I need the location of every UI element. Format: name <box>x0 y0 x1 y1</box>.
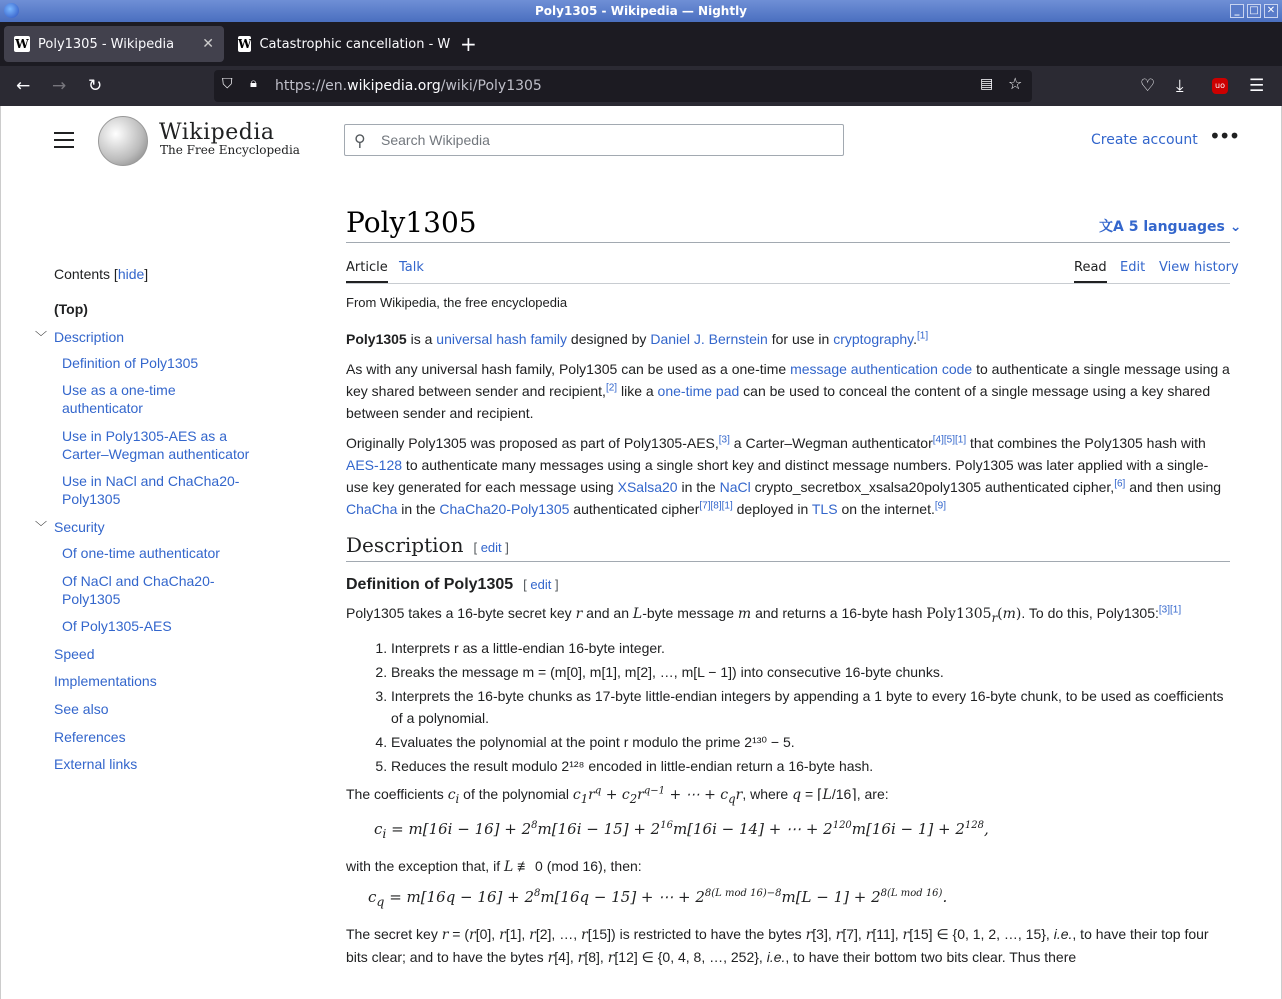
toc-item[interactable]: See also <box>54 701 109 717</box>
window-title: Poly1305 - Wikipedia — Nightly <box>535 4 747 18</box>
wikipedia-tagline: The Free Encyclopedia <box>160 143 300 157</box>
link[interactable]: ChaCha <box>346 501 398 517</box>
tab-strip <box>0 22 1282 66</box>
languages-button[interactable]: 文A 5 languages ⌄ <box>1099 219 1242 235</box>
link[interactable]: ChaCha20-Poly1305 <box>439 501 570 517</box>
tab-read[interactable]: Read <box>1074 260 1107 283</box>
algorithm-steps <box>391 637 1230 777</box>
citation[interactable]: [1] <box>917 330 929 342</box>
page-title: Poly1305 <box>346 206 477 239</box>
tab-poly1305[interactable] <box>4 26 224 62</box>
section-heading-definition: Definition of Poly1305 [ edit ] <box>346 576 559 593</box>
link[interactable]: AES-128 <box>346 457 403 473</box>
chevron-down-icon[interactable]: ﹀ <box>35 330 48 344</box>
toc-item[interactable]: (Top) <box>54 301 88 317</box>
toc-item[interactable]: Security <box>54 519 105 535</box>
tab-edit[interactable]: Edit <box>1120 260 1146 275</box>
pocket-icon[interactable]: ♡ <box>1140 76 1156 96</box>
from-wikipedia: From Wikipedia, the free encyclopedia <box>346 295 568 310</box>
article-body <box>346 292 1230 977</box>
tab-view-history[interactable]: View history <box>1159 260 1239 275</box>
link[interactable]: NaCl <box>719 479 751 495</box>
list-item: 3. Interprets the 16-byte chunks as 17-byte little-endian integers by appending a 1 byte to every 16-byte chunk, to be used as coefficients of a polynomial. <box>391 685 1230 729</box>
reload-icon[interactable]: ↻ <box>88 76 103 96</box>
toc-item[interactable]: Definition of Poly1305 <box>62 355 199 371</box>
edit-section-link[interactable]: edit <box>530 577 552 592</box>
bookmark-star-icon[interactable]: ☆ <box>1008 74 1023 93</box>
chevron-down-icon[interactable]: ﹀ <box>35 520 48 534</box>
link[interactable]: XSalsa20 <box>617 479 678 495</box>
tab-catastrophic[interactable] <box>228 26 450 62</box>
citation[interactable]: [4][5][1] <box>932 434 967 446</box>
paragraph: Originally Poly1305 was proposed as part of Poly1305-AES,[3] a Carter–Wegman authenticator[4][5][1] that combines the Poly1305 hash with AES-128 to authenticate many messages using a single short key and distinct message numbers. Poly1305 was later applied with a single-use key generated for each message using XSalsa20 in the NaCl crypto_secretbox_xsalsa20poly1305 authenticated cipher,[6] and then using ChaCha in the ChaCha20-Poly1305 authenticated cipher[7][8][1] deployed in TLS on the internet.[9] <box>346 434 1222 517</box>
citation[interactable]: [7][8][1] <box>699 500 733 512</box>
search-box[interactable] <box>344 124 844 156</box>
main-menu-icon[interactable] <box>54 132 74 153</box>
list-item: 5. Reduces the result modulo 2¹²⁸ encoded in little-endian return a 16-byte hash. <box>391 755 1230 777</box>
equation: $c_i = m[16i - 16] + 2^8m[16i - 15] + 2^{16}m[16i - 14]$ + ⋯ + $2^{120}m[16i - 1] + 2^{128}$, <box>374 819 989 841</box>
link[interactable]: cryptography <box>833 331 914 347</box>
new-tab-button[interactable]: + <box>460 32 477 56</box>
minimize-button[interactable]: _ <box>1230 4 1244 18</box>
link[interactable]: TLS <box>811 501 838 517</box>
toc-hide-link[interactable]: hide <box>117 266 145 282</box>
wikipedia-page <box>0 106 1282 999</box>
tab-talk[interactable]: Talk <box>399 260 424 275</box>
toc-heading: Contents [hide] <box>54 266 149 282</box>
more-options-icon[interactable]: ••• <box>1209 124 1239 148</box>
citation[interactable]: [3] <box>718 434 730 446</box>
wikipedia-favicon-icon: W <box>15 37 29 51</box>
ublock-icon[interactable]: uo <box>1212 78 1228 94</box>
toc-item[interactable]: External links <box>54 756 138 772</box>
list-item: 4. Evaluates the polynomial at the point r modulo the prime 2¹³⁰ − 5. <box>391 731 1230 753</box>
close-window-button[interactable]: ✕ <box>1264 4 1278 18</box>
section-heading-description: Description [ edit ] <box>346 534 1230 562</box>
paragraph: The secret key r = (r[0], r[1], r[2], …, r[15]) is restricted to have the bytes r[3], r[7], r[11], r[15] ∈ {0, 1, 2, …, 15}, i.e., to have their top four bits clear; and to have the bytes r[4], r[8], r[12] ∈ {0, 4, 8, …, 252}, i.e., to have their bottom two bits clear. Thus there <box>346 925 1209 966</box>
menu-icon[interactable]: ☰ <box>1249 76 1265 96</box>
toc-item[interactable]: Of one-time authenticator <box>62 545 220 561</box>
downloads-icon[interactable]: ⤓ <box>1176 76 1184 96</box>
maximize-button[interactable]: □ <box>1247 4 1261 18</box>
toc-item[interactable]: Use in NaCl and ChaCha20-Poly1305 <box>62 473 240 507</box>
forward-icon[interactable]: → <box>52 76 67 96</box>
toc-item[interactable]: Implementations <box>54 673 157 689</box>
tab-title: Catastrophic cancellation - W <box>259 36 450 52</box>
citation[interactable]: [6] <box>1114 478 1126 490</box>
paragraph: with the exception that, if L ≢ 0 (mod 16), then: <box>346 857 642 875</box>
toc-item[interactable]: Use in Poly1305-AES as a Carter–Wegman authenticator <box>62 428 250 462</box>
toc-item[interactable]: Description <box>54 329 125 345</box>
url-bar[interactable] <box>214 70 1032 102</box>
lead-paragraph: Poly1305 is a universal hash family designed by Daniel J. Bernstein for use in cryptography.[1] <box>346 330 929 347</box>
paragraph: As with any universal hash family, Poly1305 can be used as a one-time message authentication code to authenticate a single message using a key shared between sender and recipient,[2] like a one-time pad can be used to conceal the content of a single message using a key shared between sender and recipient. <box>346 361 1230 421</box>
lock-icon[interactable]: 🔒︎ <box>250 76 257 91</box>
list-item: 2. Breaks the message m = (m[0], m[1], m[2], …, m[L − 1]) into consecutive 16-byte chunks. <box>391 661 1230 683</box>
toc-item[interactable]: Of Poly1305-AES <box>62 618 172 634</box>
search-input[interactable] <box>381 130 821 150</box>
nav-toolbar <box>0 66 1282 106</box>
search-icon: ⚲ <box>354 131 366 150</box>
toc-item[interactable]: Of NaCl and ChaCha20-Poly1305 <box>62 573 215 607</box>
toc-item[interactable]: References <box>54 729 126 745</box>
window-titlebar <box>0 0 1282 22</box>
shield-icon[interactable]: ⛉ <box>222 76 233 92</box>
link[interactable]: message authentication code <box>790 361 973 377</box>
tab-title: Poly1305 - Wikipedia <box>38 36 175 52</box>
link[interactable]: one-time pad <box>657 383 740 399</box>
nightly-logo-icon <box>4 3 19 18</box>
create-account-link[interactable]: Create account <box>1091 132 1198 148</box>
toc-item[interactable]: Speed <box>54 646 95 662</box>
link[interactable]: Daniel J. Bernstein <box>650 331 768 347</box>
link[interactable]: universal hash family <box>436 331 568 347</box>
title-divider <box>346 242 1230 243</box>
list-item: 1. Interprets r as a little-endian 16-byte integer. <box>391 637 1230 659</box>
url-text[interactable]: https://en.wikipedia.org/wiki/Poly1305 <box>275 78 542 94</box>
back-icon[interactable]: ← <box>16 76 31 96</box>
wikipedia-globe-logo[interactable] <box>98 116 148 166</box>
wikipedia-wordmark[interactable]: Wikipedia <box>159 120 275 145</box>
citation[interactable]: [9] <box>934 500 946 512</box>
toc-item[interactable]: Use as a one-time authenticator <box>62 382 176 416</box>
close-tab-icon[interactable]: ✕ <box>202 36 214 52</box>
tab-article[interactable]: Article <box>346 260 388 283</box>
tabs-divider <box>346 283 1230 284</box>
edit-section-link[interactable]: edit <box>480 540 502 555</box>
citation[interactable]: [2] <box>605 382 618 394</box>
paragraph: Poly1305 takes a 16-byte secret key r and an L-byte message m and returns a 16-byte hash $Poly1305_r(m)$. To do this, Poly1305:[3][1] <box>346 604 1182 625</box>
equation: $c_q = m[16q - 16] + 2^8m[16q - 15]$ + ⋯ + $2^{8(L mod 16)-8}m[L - 1] + 2^{8(L mod 16)}$. <box>368 887 948 909</box>
paragraph: The coefficients $c_i$ of the polynomial $c_1r^q + c_2r^{q-1}$ + ⋯ + $c_qr$, where q = ⌈L/16⌉, are: <box>346 785 889 806</box>
citation[interactable]: [3][1] <box>1158 604 1182 616</box>
reader-view-icon[interactable]: ▤ <box>980 76 994 92</box>
wikipedia-favicon-icon: W <box>238 37 252 51</box>
